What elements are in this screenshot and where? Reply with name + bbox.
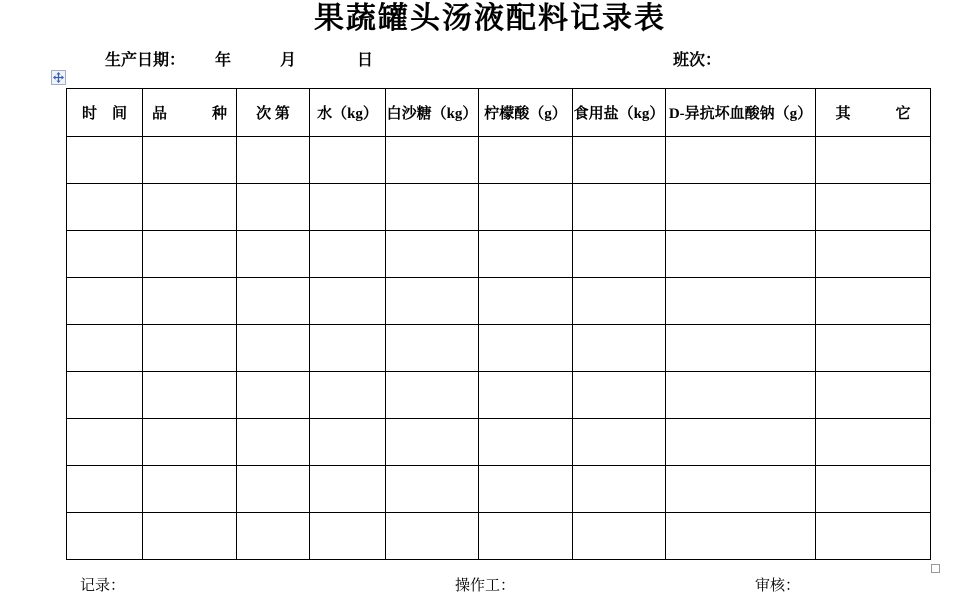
column-header: 其 它 xyxy=(816,89,931,137)
empty-cell[interactable] xyxy=(310,137,386,184)
empty-cell[interactable] xyxy=(666,278,816,325)
column-header: 白沙糖（kg） xyxy=(386,89,479,137)
empty-cell[interactable] xyxy=(573,325,666,372)
empty-cell[interactable] xyxy=(237,513,310,560)
empty-cell[interactable] xyxy=(479,372,573,419)
empty-cell[interactable] xyxy=(386,137,479,184)
empty-cell[interactable] xyxy=(386,372,479,419)
empty-cell[interactable] xyxy=(310,466,386,513)
header-row xyxy=(67,89,931,137)
empty-cell[interactable] xyxy=(143,278,237,325)
year-label: 年 xyxy=(215,52,232,69)
empty-cell[interactable] xyxy=(479,325,573,372)
empty-cell[interactable] xyxy=(816,372,931,419)
empty-cell[interactable] xyxy=(386,325,479,372)
empty-cell[interactable] xyxy=(479,513,573,560)
empty-cell[interactable] xyxy=(67,231,143,278)
empty-cell[interactable] xyxy=(237,278,310,325)
empty-cell[interactable] xyxy=(573,513,666,560)
empty-cell[interactable] xyxy=(143,325,237,372)
empty-cell[interactable] xyxy=(386,466,479,513)
empty-cell[interactable] xyxy=(816,325,931,372)
empty-cell[interactable] xyxy=(310,372,386,419)
empty-cell[interactable] xyxy=(386,184,479,231)
empty-cell[interactable] xyxy=(386,513,479,560)
empty-cell[interactable] xyxy=(666,419,816,466)
empty-cell[interactable] xyxy=(816,513,931,560)
empty-cell[interactable] xyxy=(143,372,237,419)
record-table xyxy=(66,88,931,560)
shift-label: 班次： xyxy=(673,52,722,69)
column-header: 食用盐（kg） xyxy=(573,89,666,137)
empty-cell[interactable] xyxy=(67,325,143,372)
empty-cell[interactable] xyxy=(666,184,816,231)
table-resize-handle[interactable] xyxy=(931,564,940,573)
empty-cell[interactable] xyxy=(573,419,666,466)
empty-cell[interactable] xyxy=(816,184,931,231)
table-row xyxy=(67,184,931,231)
empty-cell[interactable] xyxy=(666,325,816,372)
empty-cell[interactable] xyxy=(573,372,666,419)
table-row xyxy=(67,466,931,513)
move-cross-icon xyxy=(53,72,64,83)
reviewer-label: 审核： xyxy=(755,578,801,594)
empty-cell[interactable] xyxy=(573,137,666,184)
empty-cell[interactable] xyxy=(479,184,573,231)
column-header: 柠檬酸（g） xyxy=(479,89,573,137)
empty-cell[interactable] xyxy=(573,231,666,278)
empty-cell[interactable] xyxy=(310,513,386,560)
empty-cell[interactable] xyxy=(573,184,666,231)
empty-cell[interactable] xyxy=(666,372,816,419)
empty-cell[interactable] xyxy=(67,184,143,231)
empty-cell[interactable] xyxy=(67,137,143,184)
empty-cell[interactable] xyxy=(237,419,310,466)
empty-cell[interactable] xyxy=(816,466,931,513)
empty-cell[interactable] xyxy=(310,419,386,466)
record-label: 记录： xyxy=(80,578,126,594)
day-label: 日 xyxy=(357,52,374,69)
empty-cell[interactable] xyxy=(816,278,931,325)
table-row xyxy=(67,372,931,419)
empty-cell[interactable] xyxy=(143,466,237,513)
empty-cell[interactable] xyxy=(237,184,310,231)
table-row xyxy=(67,325,931,372)
column-header: D-异抗坏血酸钠（g） xyxy=(666,89,816,137)
empty-cell[interactable] xyxy=(816,137,931,184)
empty-cell[interactable] xyxy=(666,137,816,184)
empty-cell[interactable] xyxy=(67,372,143,419)
empty-cell[interactable] xyxy=(67,278,143,325)
empty-cell[interactable] xyxy=(237,231,310,278)
column-header: 品 种 xyxy=(143,89,237,137)
operator-label: 操作工： xyxy=(455,578,516,594)
empty-cell[interactable] xyxy=(479,466,573,513)
empty-cell[interactable] xyxy=(386,278,479,325)
empty-cell[interactable] xyxy=(143,184,237,231)
column-header: 水（kg） xyxy=(310,89,386,137)
empty-cell[interactable] xyxy=(67,419,143,466)
empty-cell[interactable] xyxy=(143,513,237,560)
production-date-label: 生产日期： xyxy=(105,52,186,69)
empty-cell[interactable] xyxy=(143,231,237,278)
month-label: 月 xyxy=(280,52,297,69)
empty-cell[interactable] xyxy=(666,466,816,513)
empty-cell[interactable] xyxy=(479,419,573,466)
empty-cell[interactable] xyxy=(666,231,816,278)
empty-cell[interactable] xyxy=(816,231,931,278)
empty-cell[interactable] xyxy=(310,278,386,325)
empty-cell[interactable] xyxy=(310,184,386,231)
empty-cell[interactable] xyxy=(67,466,143,513)
empty-cell[interactable] xyxy=(386,419,479,466)
table-row xyxy=(67,278,931,325)
record-table-body xyxy=(67,137,931,560)
table-row xyxy=(67,419,931,466)
empty-cell[interactable] xyxy=(573,466,666,513)
table-move-handle[interactable] xyxy=(51,70,66,85)
empty-cell[interactable] xyxy=(310,325,386,372)
empty-cell[interactable] xyxy=(479,137,573,184)
empty-cell[interactable] xyxy=(479,278,573,325)
empty-cell[interactable] xyxy=(237,325,310,372)
empty-cell[interactable] xyxy=(573,278,666,325)
empty-cell[interactable] xyxy=(237,466,310,513)
table-row xyxy=(67,137,931,184)
empty-cell[interactable] xyxy=(67,513,143,560)
empty-cell[interactable] xyxy=(237,372,310,419)
empty-cell[interactable] xyxy=(143,137,237,184)
empty-cell[interactable] xyxy=(386,231,479,278)
column-header: 时 间 xyxy=(67,89,143,137)
empty-cell[interactable] xyxy=(143,419,237,466)
empty-cell[interactable] xyxy=(310,231,386,278)
table-row xyxy=(67,513,931,560)
empty-cell[interactable] xyxy=(816,419,931,466)
empty-cell[interactable] xyxy=(479,231,573,278)
empty-cell[interactable] xyxy=(666,513,816,560)
column-header: 次 第 xyxy=(237,89,310,137)
doc-title: 果蔬罐头汤液配料记录表 xyxy=(314,2,666,35)
table-row xyxy=(67,231,931,278)
empty-cell[interactable] xyxy=(237,137,310,184)
